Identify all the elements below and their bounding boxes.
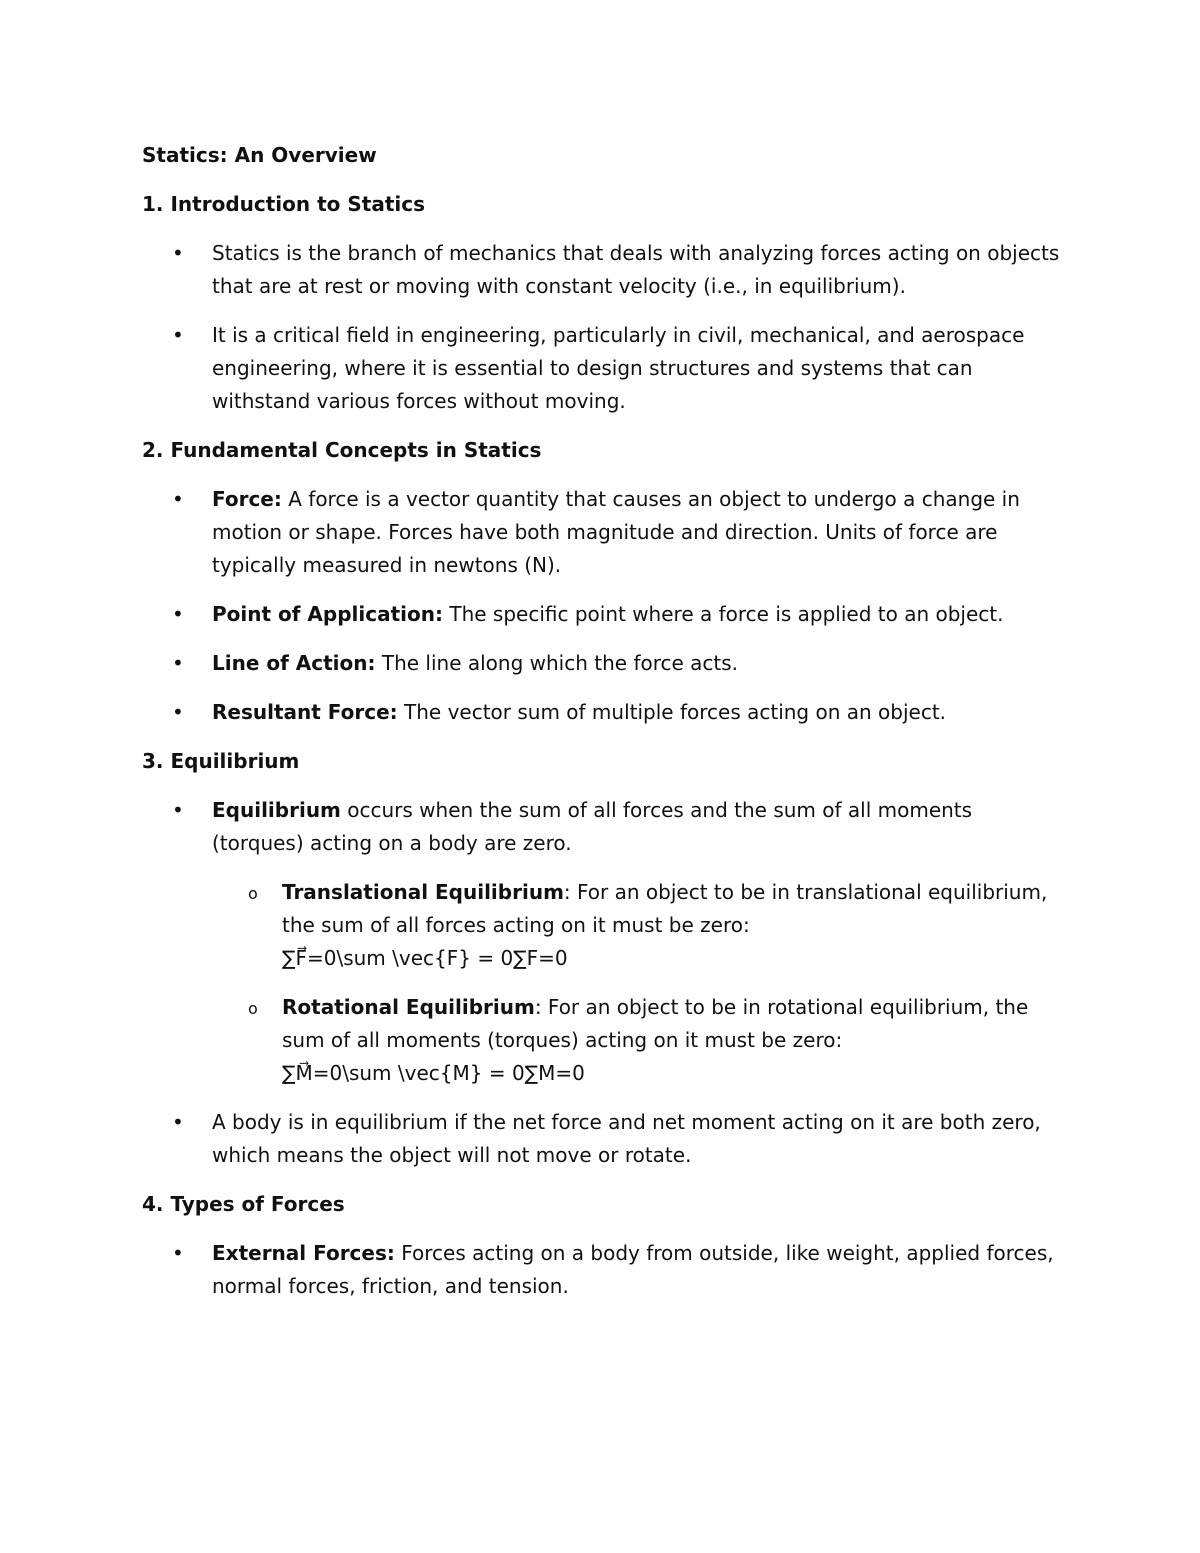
equilibrium-term: Equilibrium — [212, 798, 341, 822]
equilibrium-summary-item — [142, 1106, 1062, 1172]
introduction-item-1 — [142, 237, 1062, 303]
document-body — [142, 139, 1062, 1319]
concept-term-resultant-force: Resultant Force: — [212, 700, 398, 724]
fundamental-concepts-list — [142, 483, 1062, 729]
concept-text-point-of-application: The specific point where a force is applied to an object. — [443, 602, 1004, 626]
translational-equilibrium-text: : For an object to be in translational equilibrium, the sum of all forces acting on it must be zero: — [282, 880, 1048, 937]
introduction-item-1-text: Statics is the branch of mechanics that deals with analyzing forces acting on objects that are at rest or moving with constant velocity (i.e., in equilibrium). — [212, 241, 1060, 298]
rotational-equilibrium-term: Rotational Equilibrium — [282, 995, 535, 1019]
concept-item-point-of-application — [142, 598, 1062, 631]
rotational-equilibrium-formula: ∑M⃗=0\sum \vec{M} = 0∑M=0 — [282, 1061, 585, 1085]
types-of-forces-list — [142, 1237, 1062, 1303]
concept-item-resultant-force — [142, 696, 1062, 729]
section-heading-fundamental-concepts: 2. Fundamental Concepts in Statics — [142, 438, 542, 462]
concept-term-point-of-application: Point of Application: — [212, 602, 443, 626]
equilibrium-definition-item — [142, 794, 1062, 1090]
introduction-item-2 — [142, 319, 1062, 418]
rotational-equilibrium-item — [212, 991, 1062, 1090]
introduction-item-2-text: It is a critical field in engineering, particularly in civil, mechanical, and aerospace engineering, where it is essential to design structures and systems that can withstand various forces without moving. — [212, 323, 1025, 413]
concept-text-resultant-force: The vector sum of multiple forces acting on an object. — [397, 700, 947, 724]
concept-item-force — [142, 483, 1062, 582]
equilibrium-sublist — [212, 876, 1062, 1090]
concept-text-force: A force is a vector quantity that causes an object to undergo a change in motion or shape. Forces have both magnitude and direction. Units of force are typically measured in newtons (N). — [212, 487, 1020, 577]
equilibrium-definition-text: occurs when the sum of all forces and the sum of all moments (torques) acting on a body are zero. — [212, 798, 973, 855]
force-type-text-external: Forces acting on a body from outside, like weight, applied forces, normal forces, friction, and tension. — [212, 1241, 1054, 1298]
document-title: Statics: An Overview — [142, 143, 377, 167]
section-heading-equilibrium: 3. Equilibrium — [142, 749, 300, 773]
concept-item-line-of-action — [142, 647, 1062, 680]
translational-equilibrium-formula: ∑F⃗=0\sum \vec{F} = 0∑F=0 — [282, 946, 568, 970]
introduction-list — [142, 237, 1062, 418]
force-type-term-external: External Forces: — [212, 1241, 395, 1265]
section-heading-types-of-forces: 4. Types of Forces — [142, 1192, 345, 1216]
section-heading-introduction: 1. Introduction to Statics — [142, 192, 425, 216]
force-type-item-external — [142, 1237, 1062, 1303]
concept-text-line-of-action: The line along which the force acts. — [375, 651, 739, 675]
translational-equilibrium-term: Translational Equilibrium — [282, 880, 564, 904]
concept-term-line-of-action: Line of Action: — [212, 651, 376, 675]
concept-term-force: Force: — [212, 487, 282, 511]
equilibrium-summary-text: A body is in equilibrium if the net force and net moment acting on it are both zero, which means the object will not move or rotate. — [212, 1110, 1041, 1167]
translational-equilibrium-item — [212, 876, 1062, 975]
equilibrium-list — [142, 794, 1062, 1172]
rotational-equilibrium-text: : For an object to be in rotational equilibrium, the sum of all moments (torques) acting on it must be zero: — [282, 995, 1029, 1052]
